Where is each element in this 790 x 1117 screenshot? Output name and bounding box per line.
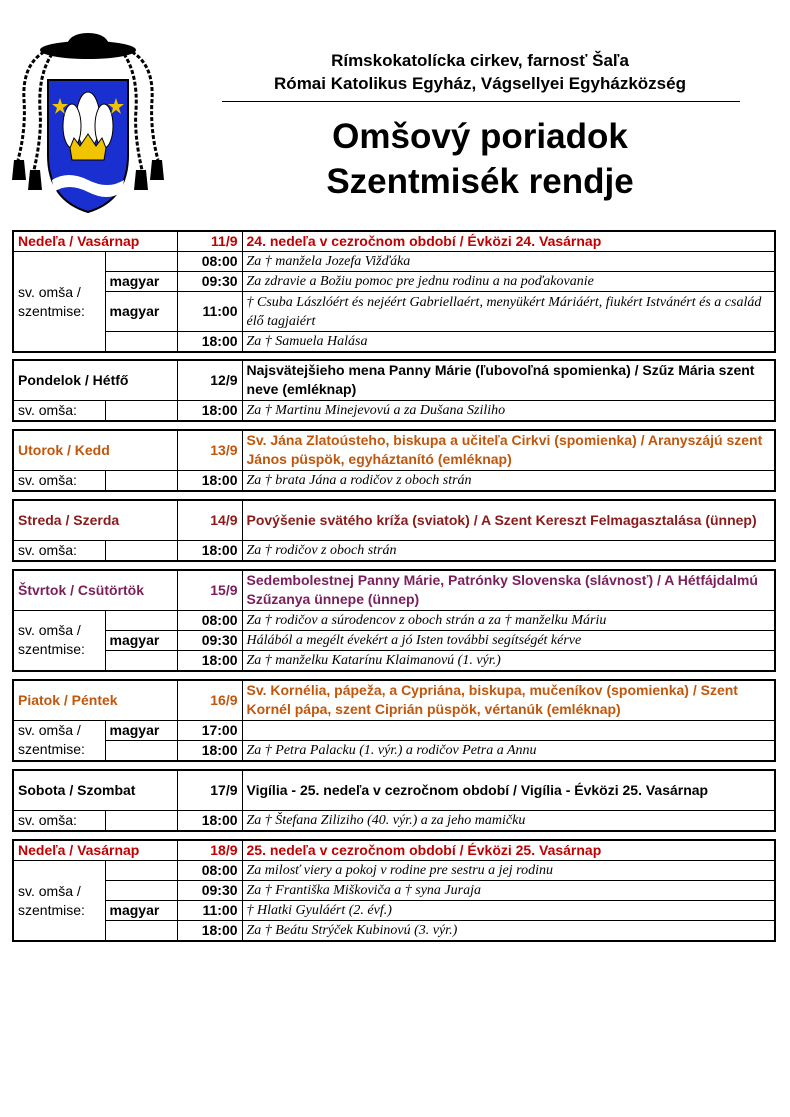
day-date: 15/9 xyxy=(177,570,242,610)
mass-language: magyar xyxy=(105,901,177,921)
mass-intention xyxy=(242,720,775,740)
day-name: Pondelok / Hétfő xyxy=(13,360,177,400)
mass-time: 09:30 xyxy=(177,272,242,292)
day-date: 18/9 xyxy=(177,840,242,861)
parish-name-hungarian: Római Katolikus Egyház, Vágsellyei Egyházközség xyxy=(274,74,686,93)
day-block xyxy=(12,839,776,942)
mass-language xyxy=(105,610,177,630)
mass-language: magyar xyxy=(105,720,177,740)
feast-name: Povýšenie svätého kríža (sviatok) / A Szent Kereszt Felmagasztalása (ünnep) xyxy=(242,500,775,540)
feast-name: Vigília - 25. nedeľa v cezročnom období / Vigília - Évközi 25. Vasárnap xyxy=(242,770,775,810)
day-date: 14/9 xyxy=(177,500,242,540)
mass-label: sv. omša: xyxy=(13,810,105,831)
day-date: 16/9 xyxy=(177,680,242,720)
day-block xyxy=(12,679,776,762)
day-block xyxy=(12,230,776,353)
mass-language xyxy=(105,252,177,272)
header-divider xyxy=(222,101,740,102)
mass-time: 08:00 xyxy=(177,252,242,272)
day-name: Sobota / Szombat xyxy=(13,770,177,810)
feast-name: Sv. Jána Zlatoústeho, biskupa a učiteľa Cirkvi (spomienka) / Aranyszájú szent János püspök, egyháztanító (emléknap) xyxy=(242,430,775,470)
mass-intention: Hálából a megélt évekért a jó Isten további segítségét kérve xyxy=(242,630,775,650)
day-name: Nedeľa / Vasárnap xyxy=(13,231,177,252)
mass-intention: Za milosť viery a pokoj v rodine pre sestru a jej rodinu xyxy=(242,861,775,881)
mass-time: 18:00 xyxy=(177,400,242,421)
mass-time: 09:30 xyxy=(177,630,242,650)
mass-label: sv. omša: xyxy=(13,400,105,421)
day-name: Štvrtok / Csütörtök xyxy=(13,570,177,610)
mass-intention: Za † Samuela Halása xyxy=(242,332,775,353)
mass-time: 09:30 xyxy=(177,881,242,901)
day-name: Utorok / Kedd xyxy=(13,430,177,470)
mass-time: 18:00 xyxy=(177,740,242,761)
day-block xyxy=(12,499,776,562)
day-block xyxy=(12,569,776,672)
day-date: 12/9 xyxy=(177,360,242,400)
mass-language xyxy=(105,400,177,421)
mass-intention: Za † Beátu Strýček Kubinovú (3. výr.) xyxy=(242,921,775,942)
mass-language xyxy=(105,332,177,353)
mass-intention: Za † brata Jána a rodičov z oboch strán xyxy=(242,470,775,491)
mass-language: magyar xyxy=(105,272,177,292)
mass-intention: Za † Petra Palacku (1. výr.) a rodičov Petra a Annu xyxy=(242,740,775,761)
mass-label: sv. omša / szentmise: xyxy=(13,720,105,761)
mass-language: magyar xyxy=(105,630,177,650)
mass-label: sv. omša / szentmise: xyxy=(13,861,105,942)
feast-name: Najsvätejšieho mena Panny Márie (ľubovoľná spomienka) / Szűz Mária szent neve (emléknap) xyxy=(242,360,775,400)
mass-time: 11:00 xyxy=(177,292,242,332)
mass-language xyxy=(105,540,177,561)
mass-intention: Za zdravie a Božiu pomoc pre jednu rodinu a na poďakovanie xyxy=(242,272,775,292)
feast-name: 24. nedeľa v cezročnom období / Évközi 24. Vasárnap xyxy=(242,231,775,252)
page-title-hungarian: Szentmisék rendje xyxy=(326,162,634,201)
page-title-slovak: Omšový poriadok xyxy=(332,117,628,156)
feast-name: 25. nedeľa v cezročnom období / Évközi 25. Vasárnap xyxy=(242,840,775,861)
mass-intention: Za † Martinu Minejevovú a za Dušana Sziliho xyxy=(242,400,775,421)
day-name: Nedeľa / Vasárnap xyxy=(13,840,177,861)
parish-coat-of-arms xyxy=(8,30,168,220)
day-name: Piatok / Péntek xyxy=(13,680,177,720)
mass-label: sv. omša / szentmise: xyxy=(13,252,105,353)
mass-language xyxy=(105,650,177,671)
mass-intention: Za † manžela Jozefa Vižďáka xyxy=(242,252,775,272)
mass-time: 18:00 xyxy=(177,650,242,671)
mass-time: 17:00 xyxy=(177,720,242,740)
mass-time: 18:00 xyxy=(177,921,242,942)
mass-time: 18:00 xyxy=(177,470,242,491)
mass-label: sv. omša: xyxy=(13,470,105,491)
day-name: Streda / Szerda xyxy=(13,500,177,540)
day-block xyxy=(12,429,776,492)
mass-language: magyar xyxy=(105,292,177,332)
feast-name: Sv. Kornélia, pápeža, a Cypriána, biskupa, mučeníkov (spomienka) / Szent Kornél pápa, szent Ciprián püspök, vértanúk (emléknap) xyxy=(242,680,775,720)
mass-intention: Za † Františka Miškoviča a † syna Juraja xyxy=(242,881,775,901)
mass-language xyxy=(105,921,177,942)
day-date: 17/9 xyxy=(177,770,242,810)
mass-label: sv. omša / szentmise: xyxy=(13,610,105,671)
day-date: 11/9 xyxy=(177,231,242,252)
mass-label: sv. omša: xyxy=(13,540,105,561)
mass-intention: Za † Štefana Ziliziho (40. výr.) a za jeho mamičku xyxy=(242,810,775,831)
mass-intention: Za † rodičov z oboch strán xyxy=(242,540,775,561)
mass-intention: Za † manželku Katarínu Klaimanovú (1. výr.) xyxy=(242,650,775,671)
day-block xyxy=(12,359,776,422)
mass-language xyxy=(105,861,177,881)
mass-intention: † Hlatki Gyuláért (2. évf.) xyxy=(242,901,775,921)
day-block xyxy=(12,769,776,832)
feast-name: Sedembolestnej Panny Márie, Patrónky Slovenska (slávnosť) / A Hétfájdalmú Szűzanya ünnepe (ünnep) xyxy=(242,570,775,610)
mass-time: 08:00 xyxy=(177,610,242,630)
mass-intention: † Csuba Lászlóért és nejéért Gabriellaért, menyükért Máriáért, fiukért Istvánért és a család élő tagjaiért xyxy=(242,292,775,332)
mass-language xyxy=(105,470,177,491)
day-date: 13/9 xyxy=(177,430,242,470)
mass-time: 18:00 xyxy=(177,332,242,353)
mass-language xyxy=(105,740,177,761)
mass-time: 18:00 xyxy=(177,810,242,831)
mass-time: 08:00 xyxy=(177,861,242,881)
mass-intention: Za † rodičov a súrodencov z oboch strán a za † manželku Máriu xyxy=(242,610,775,630)
mass-time: 18:00 xyxy=(177,540,242,561)
mass-language xyxy=(105,881,177,901)
mass-language xyxy=(105,810,177,831)
parish-name-slovak: Rímskokatolícka cirkev, farnosť Šaľa xyxy=(331,51,629,70)
mass-time: 11:00 xyxy=(177,901,242,921)
